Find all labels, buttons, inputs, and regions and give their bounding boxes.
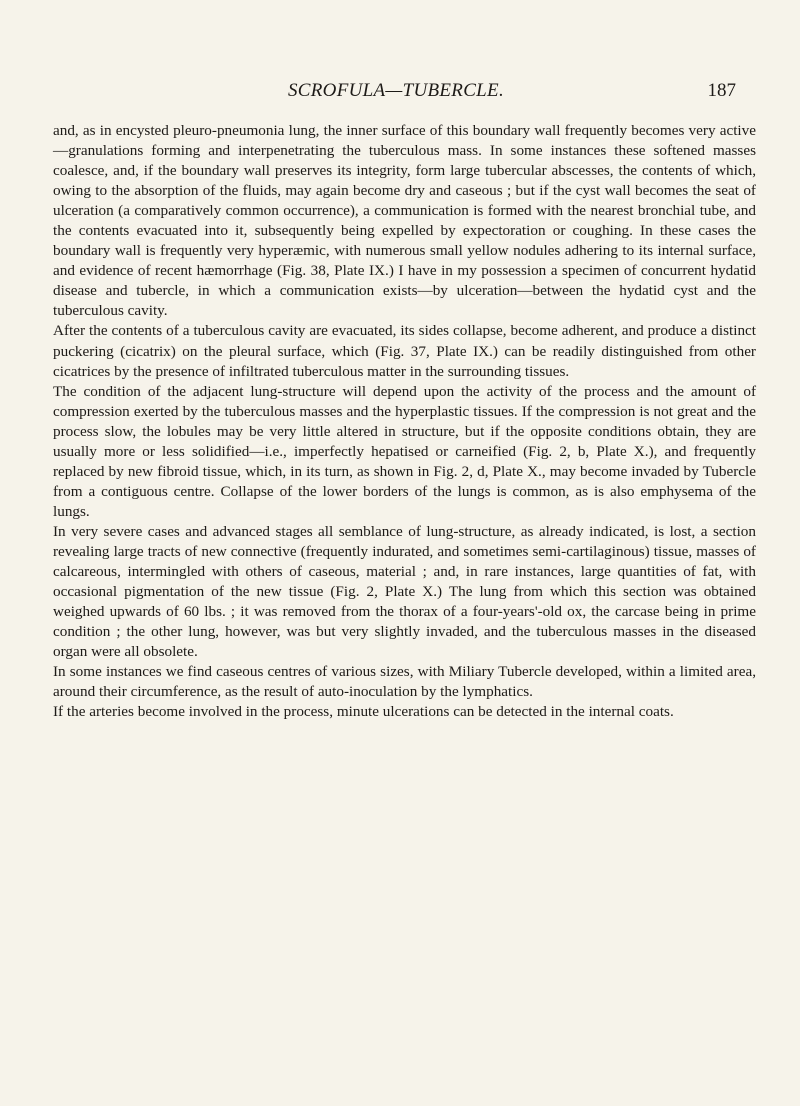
running-header (0, 80, 800, 110)
page-number: 187 (707, 80, 736, 101)
paragraph: In very severe cases and advanced stages all semblance of lung-structure, as already indicated, is lost, a section revealing large tracts of new connective (frequently indurated, and sometimes semi-cartilaginous) tissue, masses of calcareous, intermingled with others of caseous, material ; and, in rare instances, large quantities of fat, with occasional pigmentation of the new tissue (Fig. 2, Plate X.) The lung from which this section was obtained weighed upwards of 60 lbs. ; it was removed from the thorax of a four-years'-old ox, the carcase being in prime condition ; the other lung, however, was but very slightly invaded, and the tuberculous masses in the diseased organ were all obsolete. (53, 522, 756, 661)
paragraph: After the contents of a tuberculous cavity are evacuated, its sides collapse, become adherent, and produce a distinct puckering (cicatrix) on the pleural surface, which (Fig. 37, Plate IX.) can be readily distinguished from other cicatrices by the presence of infiltrated tuberculous matter in the surrounding tissues. (53, 322, 756, 380)
paragraph: If the arteries become involved in the process, minute ulcerations can be detected in the internal coats. (53, 703, 674, 721)
paragraph: and, as in encysted pleuro-pneumonia lung, the inner surface of this boundary wall frequently becomes very active—granulations forming and interpenetrating the tuberculous mass. In some instances these softened masses coalesce, and, if the boundary wall preserves its integrity, form large tubercular abscesses, the contents of which, owing to the absorption of the fluids, may again become dry and caseous ; but if the cyst wall becomes the seat of ulceration (a comparatively common occurrence), a communication is formed with the nearest bronchial tube, and the contents evacuated into it, subsequently being expelled by expectoration or coughing. In these cases the boundary wall is frequently very hyperæmic, with numerous small yellow nodules adhering to its internal surface, and evidence of recent hæmorrhage (Fig. 38, Plate IX.) I have in my possession a specimen of concurrent hydatid disease and tubercle, in which a communication exists—by ulceration—between the hydatid cyst and the tuberculous cavity. (53, 122, 756, 320)
paragraph: In some instances we find caseous centres of various sizes, with Miliary Tubercle developed, within a limited area, around their circumference, as the result of auto-inoculation by the lymphatics. (53, 663, 756, 701)
paragraph: The condition of the adjacent lung-structure will depend upon the activity of the process and the amount of compression exerted by the tuberculous masses and the hyperplastic tissues. If the compression is not great and the process slow, the lobules may be very little altered in structure, but if the opposite conditions obtain, they are usually more or less solidified—i.e., imperfectly hepatised or carneified (Fig. 2, b, Plate X.), and frequently replaced by new fibroid tissue, which, in its turn, as shown in Fig. 2, d, Plate X., may become invaded by Tubercle from a contiguous centre. Collapse of the lower borders of the lungs is common, as is also emphysema of the lungs. (53, 382, 756, 520)
body-text (53, 121, 756, 722)
running-title: SCROFULA—TUBERCLE. (288, 80, 504, 101)
